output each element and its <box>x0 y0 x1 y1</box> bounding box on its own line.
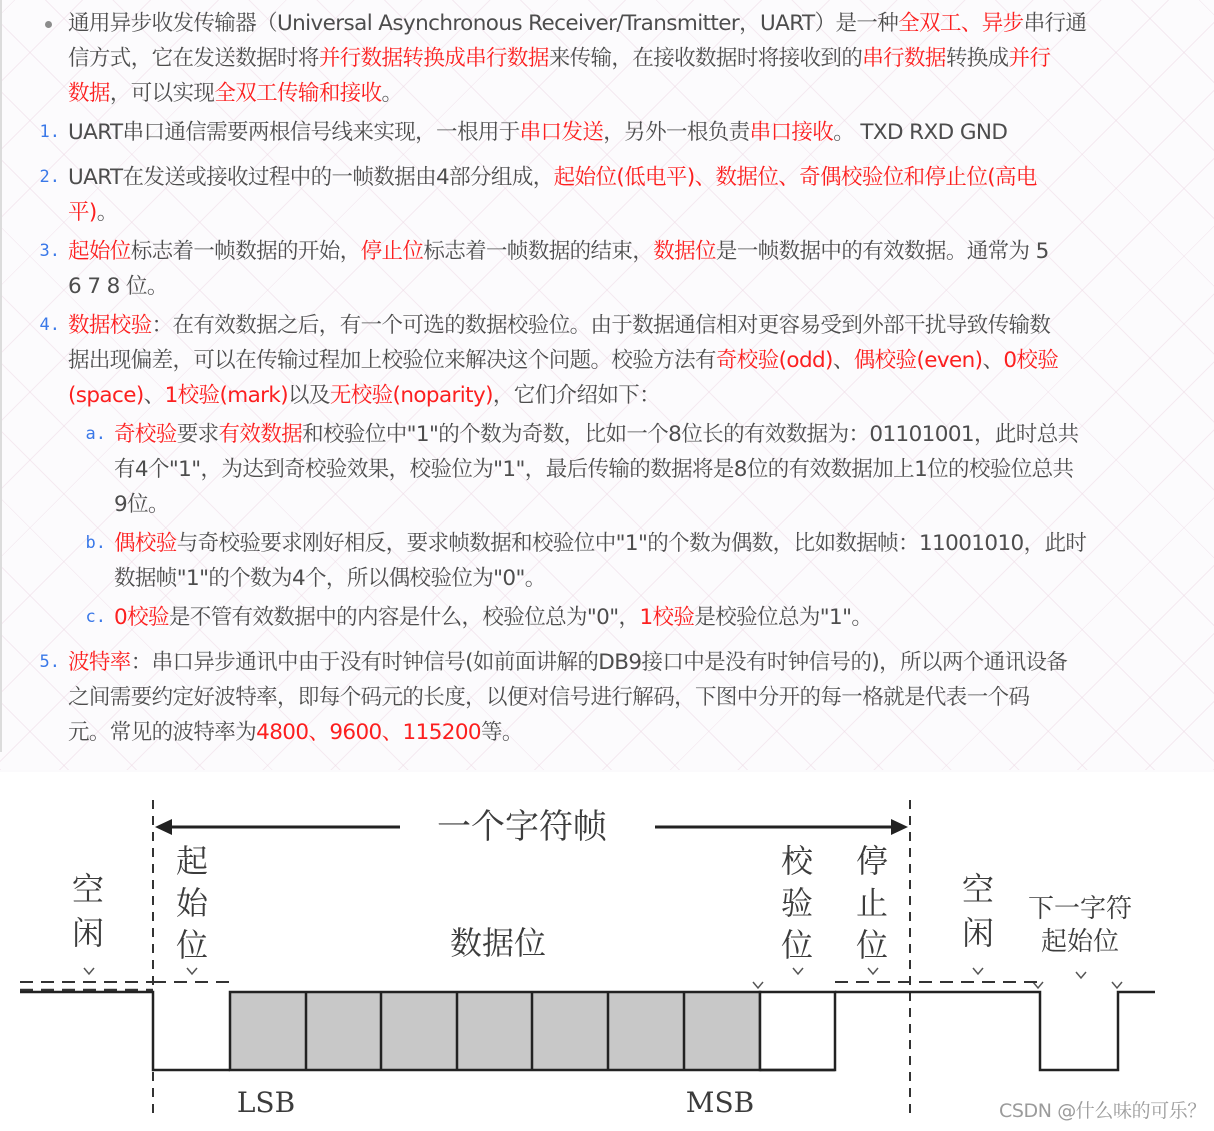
tick-caret <box>187 968 197 974</box>
body-text: ：在有效数据之后，有一个可选的数据校验位。由于数据通信相对更容易受到外部干扰导致传输数 <box>151 313 1051 338</box>
list-item-line <box>68 680 1029 715</box>
body-text: 串行通 <box>1023 11 1087 36</box>
body-text: UART串口通信需要两根信号线来实现，一根用于 <box>68 120 520 145</box>
body-text: 元。常见的波特率为 <box>68 720 257 745</box>
body-text: 信方式，它在发送数据时将 <box>68 46 319 71</box>
body-text: 、 <box>982 348 1004 373</box>
parity-bit-block <box>760 992 835 1070</box>
body-text: 6 7 8 位。 <box>68 274 168 299</box>
highlight-text: 平) <box>68 200 97 225</box>
stop-label-char: 位 <box>855 926 889 964</box>
highlight-text: 数据 <box>68 81 110 106</box>
body-text: 标志着一帧数据的结束， <box>423 239 654 264</box>
body-text: 据出现偏差，可以在传输过程加上校验位来解决这个问题。校验方法有 <box>68 348 716 373</box>
body-text: ，它们介绍如下： <box>492 383 661 408</box>
body-text: 通用异步收发传输器（Universal Asynchronous Receiver/Transmitter，UART）是一种 <box>68 11 899 36</box>
highlight-text: 奇校验(odd) <box>715 348 833 373</box>
highlight-text: 起始位(低电平)、数据位、奇偶校验位和停止位(高电 <box>553 165 1037 190</box>
data-bits-label: 数据位 <box>449 924 547 962</box>
tick-caret <box>1076 972 1086 978</box>
stop-label-char: 停 <box>855 842 889 880</box>
list-marker: a. <box>85 424 106 444</box>
highlight-text: 起始位 <box>68 239 131 264</box>
body-text: 是不管有效数据中的内容是什么，校验位总为"0"， <box>168 605 640 630</box>
highlight-text: 1校验 <box>639 605 695 630</box>
lsb-label: LSB <box>236 1086 296 1119</box>
body-text: 之间需要约定好波特率，即每个码元的长度，以便对信号进行解码，下图中分开的每一格就是代表一个码 <box>68 685 1030 710</box>
list-marker: 1. <box>39 122 60 142</box>
tick-caret <box>753 982 763 988</box>
body-text: 、 <box>143 383 165 408</box>
highlight-text: 数据校验 <box>68 313 152 338</box>
list-item-line <box>68 195 118 230</box>
highlight-text: 串口接收 <box>749 120 834 145</box>
list-item-line <box>68 308 1050 343</box>
highlight-text: 数据位 <box>653 239 716 264</box>
body-text: 9位。 <box>114 492 169 517</box>
highlight-text: 并行数据转换成串行数据 <box>318 46 549 71</box>
body-text: 标志着一帧数据的开始， <box>130 239 361 264</box>
list-item-line <box>68 715 523 750</box>
bullet-dot-icon <box>45 21 52 28</box>
list-item-line <box>68 234 1049 269</box>
highlight-text: 奇校验 <box>114 422 177 447</box>
list-marker: b. <box>85 533 106 553</box>
body-text: 和校验位中"1"的个数为奇数，比如一个8位长的有效数据为：01101001，此时总共 <box>302 422 1079 447</box>
start-label-char: 始 <box>175 884 209 922</box>
highlight-text: 有效数据 <box>218 422 303 447</box>
parity-label-char: 校 <box>780 842 814 880</box>
parity-label-char: 位 <box>780 926 814 964</box>
body-text: ，另外一根负责 <box>603 120 750 145</box>
body-text: 以及 <box>288 383 330 408</box>
highlight-text: 串行数据 <box>862 46 946 71</box>
uart-timing-svg <box>0 772 1214 1131</box>
parity-label-char: 验 <box>780 884 814 922</box>
highlight-text: 无校验(noparity) <box>329 383 493 408</box>
body-text: 有4个"1"，为达到奇校验效果，校验位为"1"，最后传输的数据将是8位的有效数据加上1位的校验位总共 <box>114 457 1074 482</box>
list-marker: c. <box>85 607 106 627</box>
list-marker: 3. <box>39 241 60 261</box>
idle-label-char: 闲 <box>71 914 105 952</box>
highlight-text: 1校验(mark) <box>164 383 289 408</box>
highlight-text: 停止位 <box>360 239 424 264</box>
body-text: 要求 <box>176 422 219 447</box>
sublist-item-line <box>114 561 546 596</box>
body-text: 。 <box>381 81 403 106</box>
data-bits-block <box>230 992 760 1070</box>
highlight-text: 波特率 <box>68 650 131 675</box>
highlight-text: (space) <box>68 383 144 408</box>
body-text: ：串口异步通讯中由于没有时钟信号(如前面讲解的DB9接口中是没有时钟信号的)，所以两个通讯设备 <box>130 650 1068 675</box>
start-label-char: 位 <box>175 926 209 964</box>
body-text: UART在发送或接收过程中的一帧数据由4部分组成， <box>68 165 554 190</box>
sublist-item-line <box>114 526 1086 561</box>
intro-line <box>68 41 1050 76</box>
next-start-label-2: 起始位 <box>1040 927 1120 957</box>
list-marker: 5. <box>39 652 60 672</box>
body-text: 。 <box>96 200 118 225</box>
list-item-line <box>68 269 168 304</box>
highlight-text: 偶校验 <box>114 531 177 556</box>
body-text: 。 TXD RXD GND <box>833 120 1008 145</box>
list-item-line <box>68 378 660 413</box>
tick-caret <box>793 968 803 974</box>
highlight-text: 全双工、异步 <box>898 11 1024 36</box>
highlight-text: 4800、9600、115200 <box>256 720 482 745</box>
body-text: 来传输，在接收数据时将接收到的 <box>548 46 863 71</box>
tick-caret <box>973 968 983 974</box>
list-item-line <box>68 343 1058 378</box>
body-text: 、 <box>832 348 854 373</box>
sublist-item-line <box>114 417 1079 452</box>
next-start-label-1: 下一字符 <box>1027 894 1133 924</box>
idle2-label-char: 空 <box>961 870 995 908</box>
body-text: 是一帧数据中的有效数据。通常为 5 <box>715 239 1049 264</box>
body-text: 是校验位总为"1"。 <box>694 605 873 630</box>
sublist-item-line <box>114 487 169 522</box>
idle2-label-char: 闲 <box>961 914 995 952</box>
sublist-item-line <box>114 452 1073 487</box>
intro-line <box>68 6 1086 41</box>
sublist-item-line <box>114 600 872 635</box>
highlight-text: 偶校验(even) <box>853 348 983 373</box>
arrow-left-icon <box>155 819 172 835</box>
list-item-line <box>68 160 1037 195</box>
body-text: 转换成 <box>945 46 1009 71</box>
tick-caret <box>84 968 94 974</box>
idle-label-char: 空 <box>71 870 105 908</box>
body-text: 数据帧"1"的个数为4个，所以偶校验位为"0"。 <box>114 566 546 591</box>
tick-caret <box>1112 982 1122 988</box>
body-text: ，可以实现 <box>109 81 215 106</box>
highlight-text: 0校验 <box>114 605 169 630</box>
body-text: 等。 <box>481 720 523 745</box>
highlight-text: 并行 <box>1008 46 1051 71</box>
tick-caret <box>868 968 878 974</box>
list-marker: 4. <box>39 315 60 335</box>
uart-frame-diagram <box>0 772 1214 1131</box>
start-bit-low <box>20 992 230 1070</box>
highlight-text: 0校验 <box>1003 348 1059 373</box>
start-label-char: 起 <box>175 842 209 880</box>
body-text: 与奇校验要求刚好相反，要求帧数据和校验位中"1"的个数为偶数，比如数据帧：11001010，此时 <box>176 531 1087 556</box>
list-marker: 2. <box>39 167 60 187</box>
list-item-line <box>68 115 1007 150</box>
intro-line <box>68 76 402 111</box>
stop-idle-next-signal <box>835 992 1155 1070</box>
frame-label: 一个字符帧 <box>437 807 607 847</box>
list-item-line <box>68 645 1067 680</box>
highlight-text: 串口发送 <box>519 120 604 145</box>
csdn-watermark: CSDN @什么味的可乐？ <box>998 1100 1206 1122</box>
msb-label: MSB <box>685 1086 755 1119</box>
arrow-right-icon <box>891 819 908 835</box>
highlight-text: 全双工传输和接收 <box>214 81 382 106</box>
stop-label-char: 止 <box>855 884 889 922</box>
